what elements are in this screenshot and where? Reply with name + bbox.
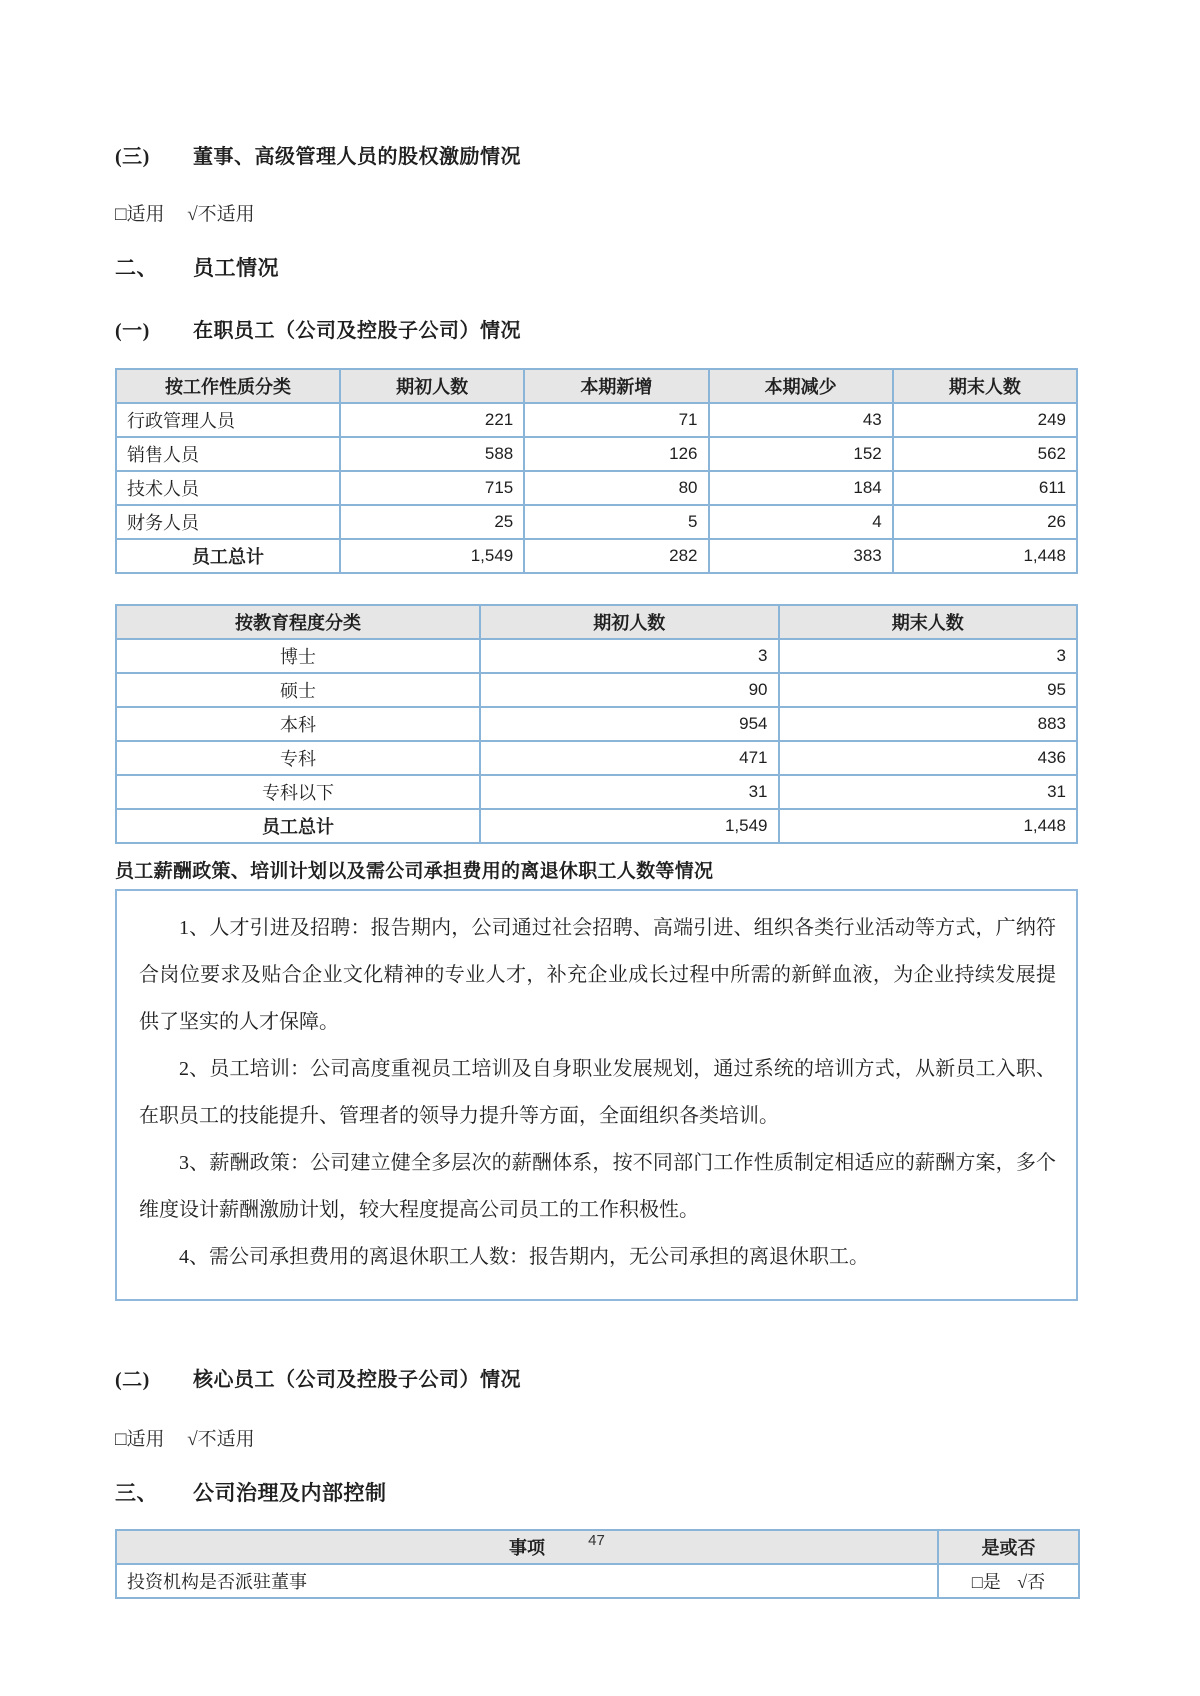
policy-paragraph-recruitment: 1、人才引进及招聘：报告期内，公司通过社会招聘、高端引进、组织各类行业活动等方式，广纳符合岗位要求及贴合企业文化精神的专业人才，补充企业成长过程中所需的新鲜血液，为企业持续发展提供了坚实的人才保障。	[139, 917, 1056, 1033]
total-value: 1,549	[340, 539, 524, 573]
column-header: 按教育程度分类	[116, 605, 480, 639]
table-row	[116, 775, 1077, 809]
cell-value: 31	[480, 775, 779, 809]
column-header: 按工作性质分类	[116, 369, 340, 403]
governance-answer	[938, 1564, 1079, 1598]
heading-index: (二)	[115, 1369, 150, 1391]
policy-paragraph-compensation: 3、薪酬政策：公司建立健全多层次的薪酬体系，按不同部门工作性质制定相适应的薪酬方案，多个维度设计薪酬激励计划，较大程度提高公司员工的工作积极性。	[139, 1152, 1056, 1221]
heading-title: 公司治理及内部控制	[193, 1481, 387, 1505]
total-label: 员工总计	[116, 539, 340, 573]
document-content	[115, 0, 1078, 1599]
applicability-line-core	[115, 1424, 1078, 1451]
cell-value: 25	[340, 505, 524, 539]
cell-value: 31	[779, 775, 1078, 809]
policy-section-heading: 员工薪酬政策、培训计划以及需公司承担费用的离退休职工人数等情况	[115, 861, 714, 882]
heading-title: 董事、高级管理人员的股权激励情况	[193, 146, 521, 168]
policy-paragraph-retirees: 4、需公司承担费用的离退休职工人数：报告期内，无公司承担的离退休职工。	[179, 1246, 869, 1268]
cell-value: 95	[779, 673, 1078, 707]
heading-index: 二、	[115, 256, 158, 280]
cell-value: 71	[524, 403, 708, 437]
table-header-row	[116, 605, 1077, 639]
row-label: 销售人员	[116, 437, 340, 471]
row-label: 技术人员	[116, 471, 340, 505]
cell-value: 588	[340, 437, 524, 471]
policy-paragraph-training: 2、员工培训：公司高度重视员工培训及自身职业发展规划，通过系统的培训方式，从新员工入职、在职员工的技能提升、管理者的领导力提升等方面，全面组织各类培训。	[139, 1058, 1056, 1127]
table-row	[116, 403, 1077, 437]
row-label: 本科	[116, 707, 480, 741]
table-row	[116, 707, 1077, 741]
cell-value: 4	[709, 505, 893, 539]
cell-value: 152	[709, 437, 893, 471]
heading-title: 员工情况	[193, 256, 279, 280]
table-row	[116, 673, 1077, 707]
cell-value: 43	[709, 403, 893, 437]
table-row	[116, 505, 1077, 539]
cell-value: 715	[340, 471, 524, 505]
heading-title: 在职员工（公司及控股子公司）情况	[193, 320, 521, 342]
column-header: 本期新增	[524, 369, 708, 403]
heading-index: (三)	[115, 146, 150, 168]
cell-value: 184	[709, 471, 893, 505]
column-header: 期末人数	[893, 369, 1077, 403]
column-header: 事项	[116, 1530, 938, 1564]
applicability-line-equity	[115, 199, 1078, 226]
row-label: 专科	[116, 741, 480, 775]
row-label: 硕士	[116, 673, 480, 707]
table-total-row	[116, 539, 1077, 573]
employees-by-job-table	[115, 368, 1078, 574]
table-row	[116, 741, 1077, 775]
table-row	[116, 1564, 1079, 1598]
governance-item: 投资机构是否派驻董事	[116, 1564, 938, 1598]
cell-value: 3	[779, 639, 1078, 673]
table-total-row	[116, 809, 1077, 843]
column-header: 本期减少	[709, 369, 893, 403]
cell-value: 26	[893, 505, 1077, 539]
cell-value: 3	[480, 639, 779, 673]
cell-value: 90	[480, 673, 779, 707]
heading-core-employees	[115, 1363, 1078, 1392]
cell-value: 221	[340, 403, 524, 437]
cell-value: 126	[524, 437, 708, 471]
row-label: 博士	[116, 639, 480, 673]
heading-index: (一)	[115, 320, 150, 342]
heading-active-employees	[115, 314, 1078, 343]
table-row	[116, 639, 1077, 673]
total-value: 383	[709, 539, 893, 573]
employees-by-education-table	[115, 604, 1078, 844]
total-value: 1,549	[480, 809, 779, 843]
heading-equity-incentive	[115, 140, 1078, 169]
checkbox-option-applicable: □适用	[115, 204, 165, 225]
policy-text-box	[115, 889, 1078, 1301]
cell-value: 954	[480, 707, 779, 741]
checkbox-option-not-applicable: √不适用	[187, 1429, 255, 1450]
column-header: 期初人数	[480, 605, 779, 639]
total-label: 员工总计	[116, 809, 480, 843]
checkbox-option-not-applicable: √不适用	[187, 204, 255, 225]
row-label: 专科以下	[116, 775, 480, 809]
cell-value: 471	[480, 741, 779, 775]
heading-title: 核心员工（公司及控股子公司）情况	[193, 1369, 521, 1391]
column-header: 期末人数	[779, 605, 1078, 639]
row-label: 财务人员	[116, 505, 340, 539]
cell-value: 883	[779, 707, 1078, 741]
row-label: 行政管理人员	[116, 403, 340, 437]
column-header: 期初人数	[340, 369, 524, 403]
cell-value: 249	[893, 403, 1077, 437]
total-value: 1,448	[779, 809, 1078, 843]
checkbox-option-applicable: □适用	[115, 1429, 165, 1450]
table-row	[116, 437, 1077, 471]
column-header: 是或否	[938, 1530, 1079, 1564]
table-header-row	[116, 369, 1077, 403]
heading-employees	[115, 252, 1078, 282]
cell-value: 80	[524, 471, 708, 505]
cell-value: 5	[524, 505, 708, 539]
heading-governance	[115, 1477, 1078, 1507]
checkbox-option-no: √否	[1017, 1572, 1046, 1592]
table-row	[116, 471, 1077, 505]
heading-index: 三、	[115, 1481, 158, 1505]
total-value: 282	[524, 539, 708, 573]
page-number: 47	[588, 1532, 605, 1549]
cell-value: 436	[779, 741, 1078, 775]
total-value: 1,448	[893, 539, 1077, 573]
checkbox-option-yes: □是	[971, 1572, 1001, 1592]
cell-value: 611	[893, 471, 1077, 505]
cell-value: 562	[893, 437, 1077, 471]
